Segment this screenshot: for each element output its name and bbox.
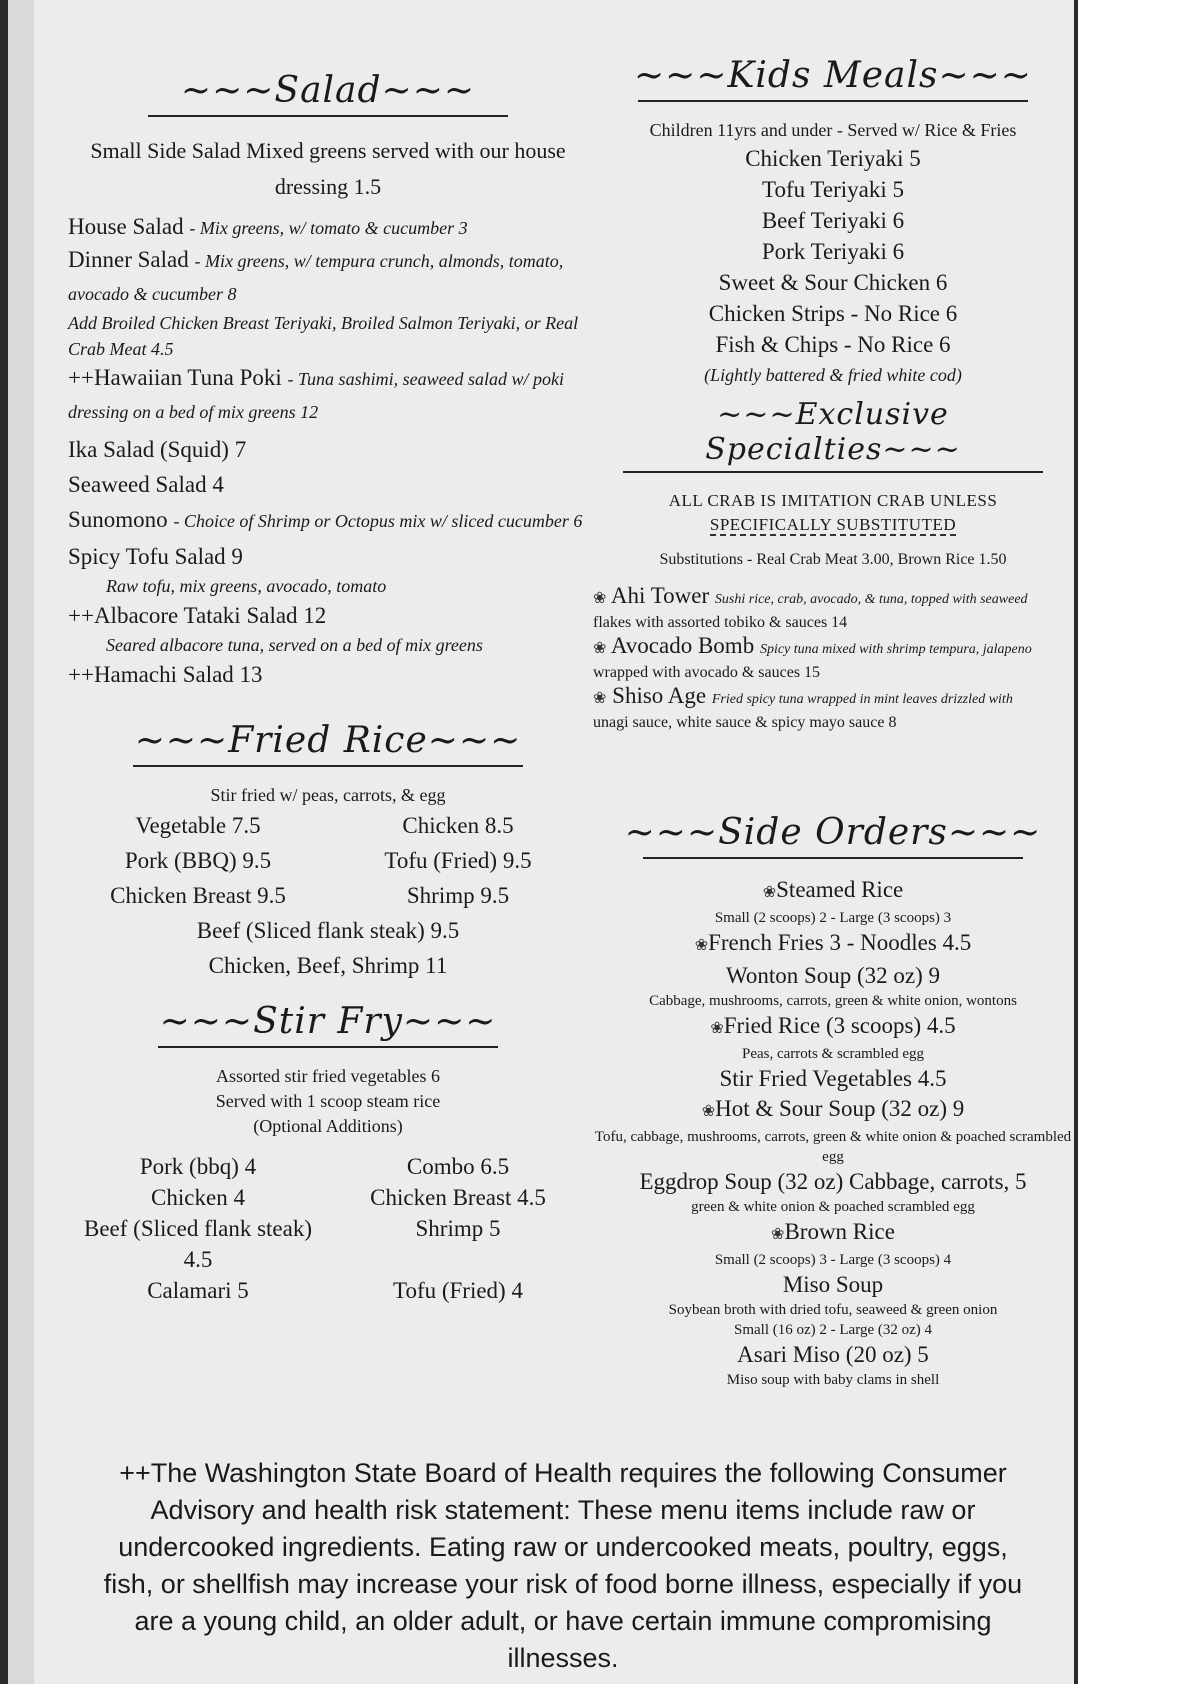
stir-fry-note: (Optional Additions)	[253, 1116, 403, 1136]
side-item: ❀French Fries 3 - Noodles 4.5	[694, 930, 972, 955]
leaf-icon: ❀	[762, 884, 777, 901]
kids-item: Pork Teriyaki 6	[761, 239, 905, 264]
stir-fry-item: Chicken 4	[151, 1185, 245, 1210]
kids-item-desc: (Lightly battered & fried white cod)	[704, 365, 962, 385]
kids-heading: ~~~Kids Meals~~~	[634, 55, 1032, 96]
specialty-item: ❀ Avocado Bomb Spicy tuna mixed with shrimp tempura, jalapeno	[593, 633, 1032, 658]
specialties-rule	[623, 471, 1043, 473]
side-item: Miso Soup	[782, 1272, 884, 1297]
salad-heading: ~~~Salad~~~	[180, 70, 476, 111]
fried-rice-rule	[133, 765, 523, 767]
substitutions-note: Substitutions - Real Crab Meat 3.00, Brown Rice 1.50	[659, 551, 1007, 568]
kids-rule	[638, 100, 1028, 102]
side-item: Eggdrop Soup (32 oz) Cabbage, carrots, 5	[639, 1169, 1027, 1194]
salad-item: ++Albacore Tataki Salad 12	[68, 603, 327, 628]
side-item-desc: Tofu, cabbage, mushrooms, carrots, green & white onion & poached scrambled egg	[594, 1129, 1072, 1165]
crab-warning: ALL CRAB IS IMITATION CRAB UNLESS	[668, 491, 998, 510]
salad-item: Seaweed Salad 4	[68, 472, 224, 497]
salad-item-desc: Seared albacore tuna, served on a bed of mix greens	[106, 635, 483, 655]
leaf-icon: ❀	[593, 590, 607, 607]
salad-item-desc: Raw tofu, mix greens, avocado, tomato	[106, 576, 387, 596]
side-item-desc: Cabbage, mushrooms, carrots, green & white onion, wontons	[649, 993, 1017, 1009]
fried-rice-item: Pork (BBQ) 9.5	[124, 848, 272, 873]
side-item: Stir Fried Vegetables 4.5	[719, 1066, 947, 1091]
kids-item: Tofu Teriyaki 5	[762, 177, 904, 202]
salad-item: Spicy Tofu Salad 9	[68, 544, 243, 569]
salad-addon: Add Broiled Chicken Breast Teriyaki, Broiled Salmon Teriyaki, or Real Crab Meat 4.5	[68, 313, 579, 359]
leaf-icon: ❀	[593, 640, 607, 657]
kids-note: Children 11yrs and under - Served w/ Rice & Fries	[649, 120, 1017, 140]
side-item-desc: Small (16 oz) 2 - Large (32 oz) 4	[734, 1322, 932, 1338]
leaf-icon: ❀	[694, 937, 709, 954]
side-orders-rule	[643, 857, 1023, 859]
kids-item: Chicken Teriyaki 5	[745, 146, 921, 171]
salad-item: Sunomono - Choice of Shrimp or Octopus mix w/ sliced cucumber 6	[68, 507, 583, 532]
fried-rice-heading: ~~~Fried Rice~~~	[134, 720, 522, 761]
stir-fry-item: Shrimp 5	[415, 1216, 501, 1241]
stir-fry-item: Calamari 5	[147, 1278, 249, 1303]
salad-item: ++Hamachi Salad 13	[68, 662, 263, 687]
stir-fry-item: Tofu (Fried) 4	[393, 1278, 523, 1303]
side-item-desc: Soybean broth with dried tofu, seaweed & green onion	[668, 1302, 998, 1318]
side-item: ❀Hot & Sour Soup (32 oz) 9	[701, 1096, 965, 1121]
leaf-icon: ❀	[701, 1103, 716, 1120]
stir-fry-item: Pork (bbq) 4	[139, 1154, 257, 1179]
side-item: ❀Brown Rice	[771, 1219, 895, 1244]
side-item: Wonton Soup (32 oz) 9	[725, 963, 941, 988]
side-item-desc: Miso soup with baby clams in shell	[726, 1372, 940, 1388]
stir-fry-note: Served with 1 scoop steam rice	[215, 1091, 441, 1111]
fried-rice-item: Shrimp 9.5	[406, 883, 510, 908]
kids-item: Sweet & Sour Chicken 6	[718, 270, 948, 295]
fried-rice-item: Chicken, Beef, Shrimp 11	[208, 953, 448, 978]
leaf-icon: ❀	[771, 1226, 785, 1243]
salad-item: Small Side Salad Mixed greens served with our house dressing 1.5	[90, 138, 566, 199]
left-column	[68, 70, 588, 1306]
page-edge	[8, 0, 34, 1684]
stir-fry-item: Chicken Breast 4.5	[370, 1185, 546, 1210]
specialty-desc: unagi sauce, white sauce & spicy mayo sauce 8	[593, 714, 897, 731]
salad-item: House Salad - Mix greens, w/ tomato & cucumber 3	[68, 214, 468, 239]
side-item-desc: Small (2 scoops) 2 - Large (3 scoops) 3	[714, 910, 952, 926]
specialty-item: ❀ Ahi Tower Sushi rice, crab, avocado, & tuna, topped with seaweed	[593, 583, 1028, 608]
stir-fry-rule	[158, 1046, 498, 1048]
fried-rice-item: Tofu (Fried) 9.5	[384, 848, 532, 873]
kids-item: Beef Teriyaki 6	[761, 208, 905, 233]
side-item-desc: Small (2 scoops) 3 - Large (3 scoops) 4	[714, 1252, 952, 1268]
specialty-item: ❀ Shiso Age Fried spicy tuna wrapped in mint leaves drizzled with	[593, 683, 1013, 708]
fried-rice-grid	[68, 808, 588, 983]
stir-fry-item: Combo 6.5	[406, 1154, 510, 1179]
salad-rule	[148, 115, 508, 117]
background-strip	[1078, 0, 1190, 1684]
specialty-desc: flakes with assorted tobiko & sauces 14	[593, 614, 848, 631]
leaf-icon: ❀	[710, 1020, 724, 1037]
stir-fry-item: Beef (Sliced flank steak) 4.5	[84, 1216, 312, 1272]
salad-item: Dinner Salad - Mix greens, w/ tempura crunch, almonds, tomato, avocado & cucumber 8	[68, 247, 564, 304]
fried-rice-item: Chicken 8.5	[402, 813, 514, 838]
side-item: ❀Steamed Rice	[762, 877, 904, 902]
fried-rice-item: Vegetable 7.5	[135, 813, 261, 838]
crab-warning: SPECIFICALLY SUBSTITUTED	[709, 515, 957, 534]
stir-fry-note: Assorted stir fried vegetables 6	[216, 1066, 440, 1086]
kids-item: Chicken Strips - No Rice 6	[708, 301, 958, 326]
side-item: Asari Miso (20 oz) 5	[737, 1342, 929, 1367]
fried-rice-item: Chicken Breast 9.5	[110, 883, 286, 908]
side-orders-heading: ~~~Side Orders~~~	[624, 812, 1042, 853]
kids-item: Fish & Chips - No Rice 6	[715, 332, 951, 357]
side-item-desc: green & white onion & poached scrambled egg	[691, 1199, 975, 1215]
health-advisory: ++The Washington State Board of Health requires the following Consumer Advisory and health risk statement: These menu items include raw or undercooked ingredients. Eating raw or undercooked meats, poultry, eggs, fish, or shellfish may increase your risk of food borne illness, especially if you are a young child, an older adult, or have certain immune compromising illnesses.	[103, 1458, 1023, 1673]
salad-item: ++Hawaiian Tuna Poki - Tuna sashimi, seaweed salad w/ poki dressing on a bed of mix greens 12	[68, 365, 565, 422]
side-item-desc: Peas, carrots & scrambled egg	[741, 1046, 925, 1062]
right-column	[593, 55, 1073, 1390]
stir-fry-grid	[68, 1151, 588, 1306]
stir-fry-heading: ~~~Stir Fry~~~	[159, 1001, 497, 1042]
specialty-desc: wrapped with avocado & sauces 15	[593, 664, 821, 681]
leaf-icon: ❀	[593, 690, 607, 707]
fried-rice-note: Stir fried w/ peas, carrots, & egg	[210, 785, 446, 805]
side-item: ❀Fried Rice (3 scoops) 4.5	[710, 1013, 956, 1038]
fried-rice-item: Beef (Sliced flank steak) 9.5	[196, 918, 460, 943]
specialties-heading: ~~~Exclusive Specialties~~~	[705, 397, 961, 467]
menu-page	[8, 0, 1074, 1684]
salad-item: Ika Salad (Squid) 7	[68, 437, 247, 462]
